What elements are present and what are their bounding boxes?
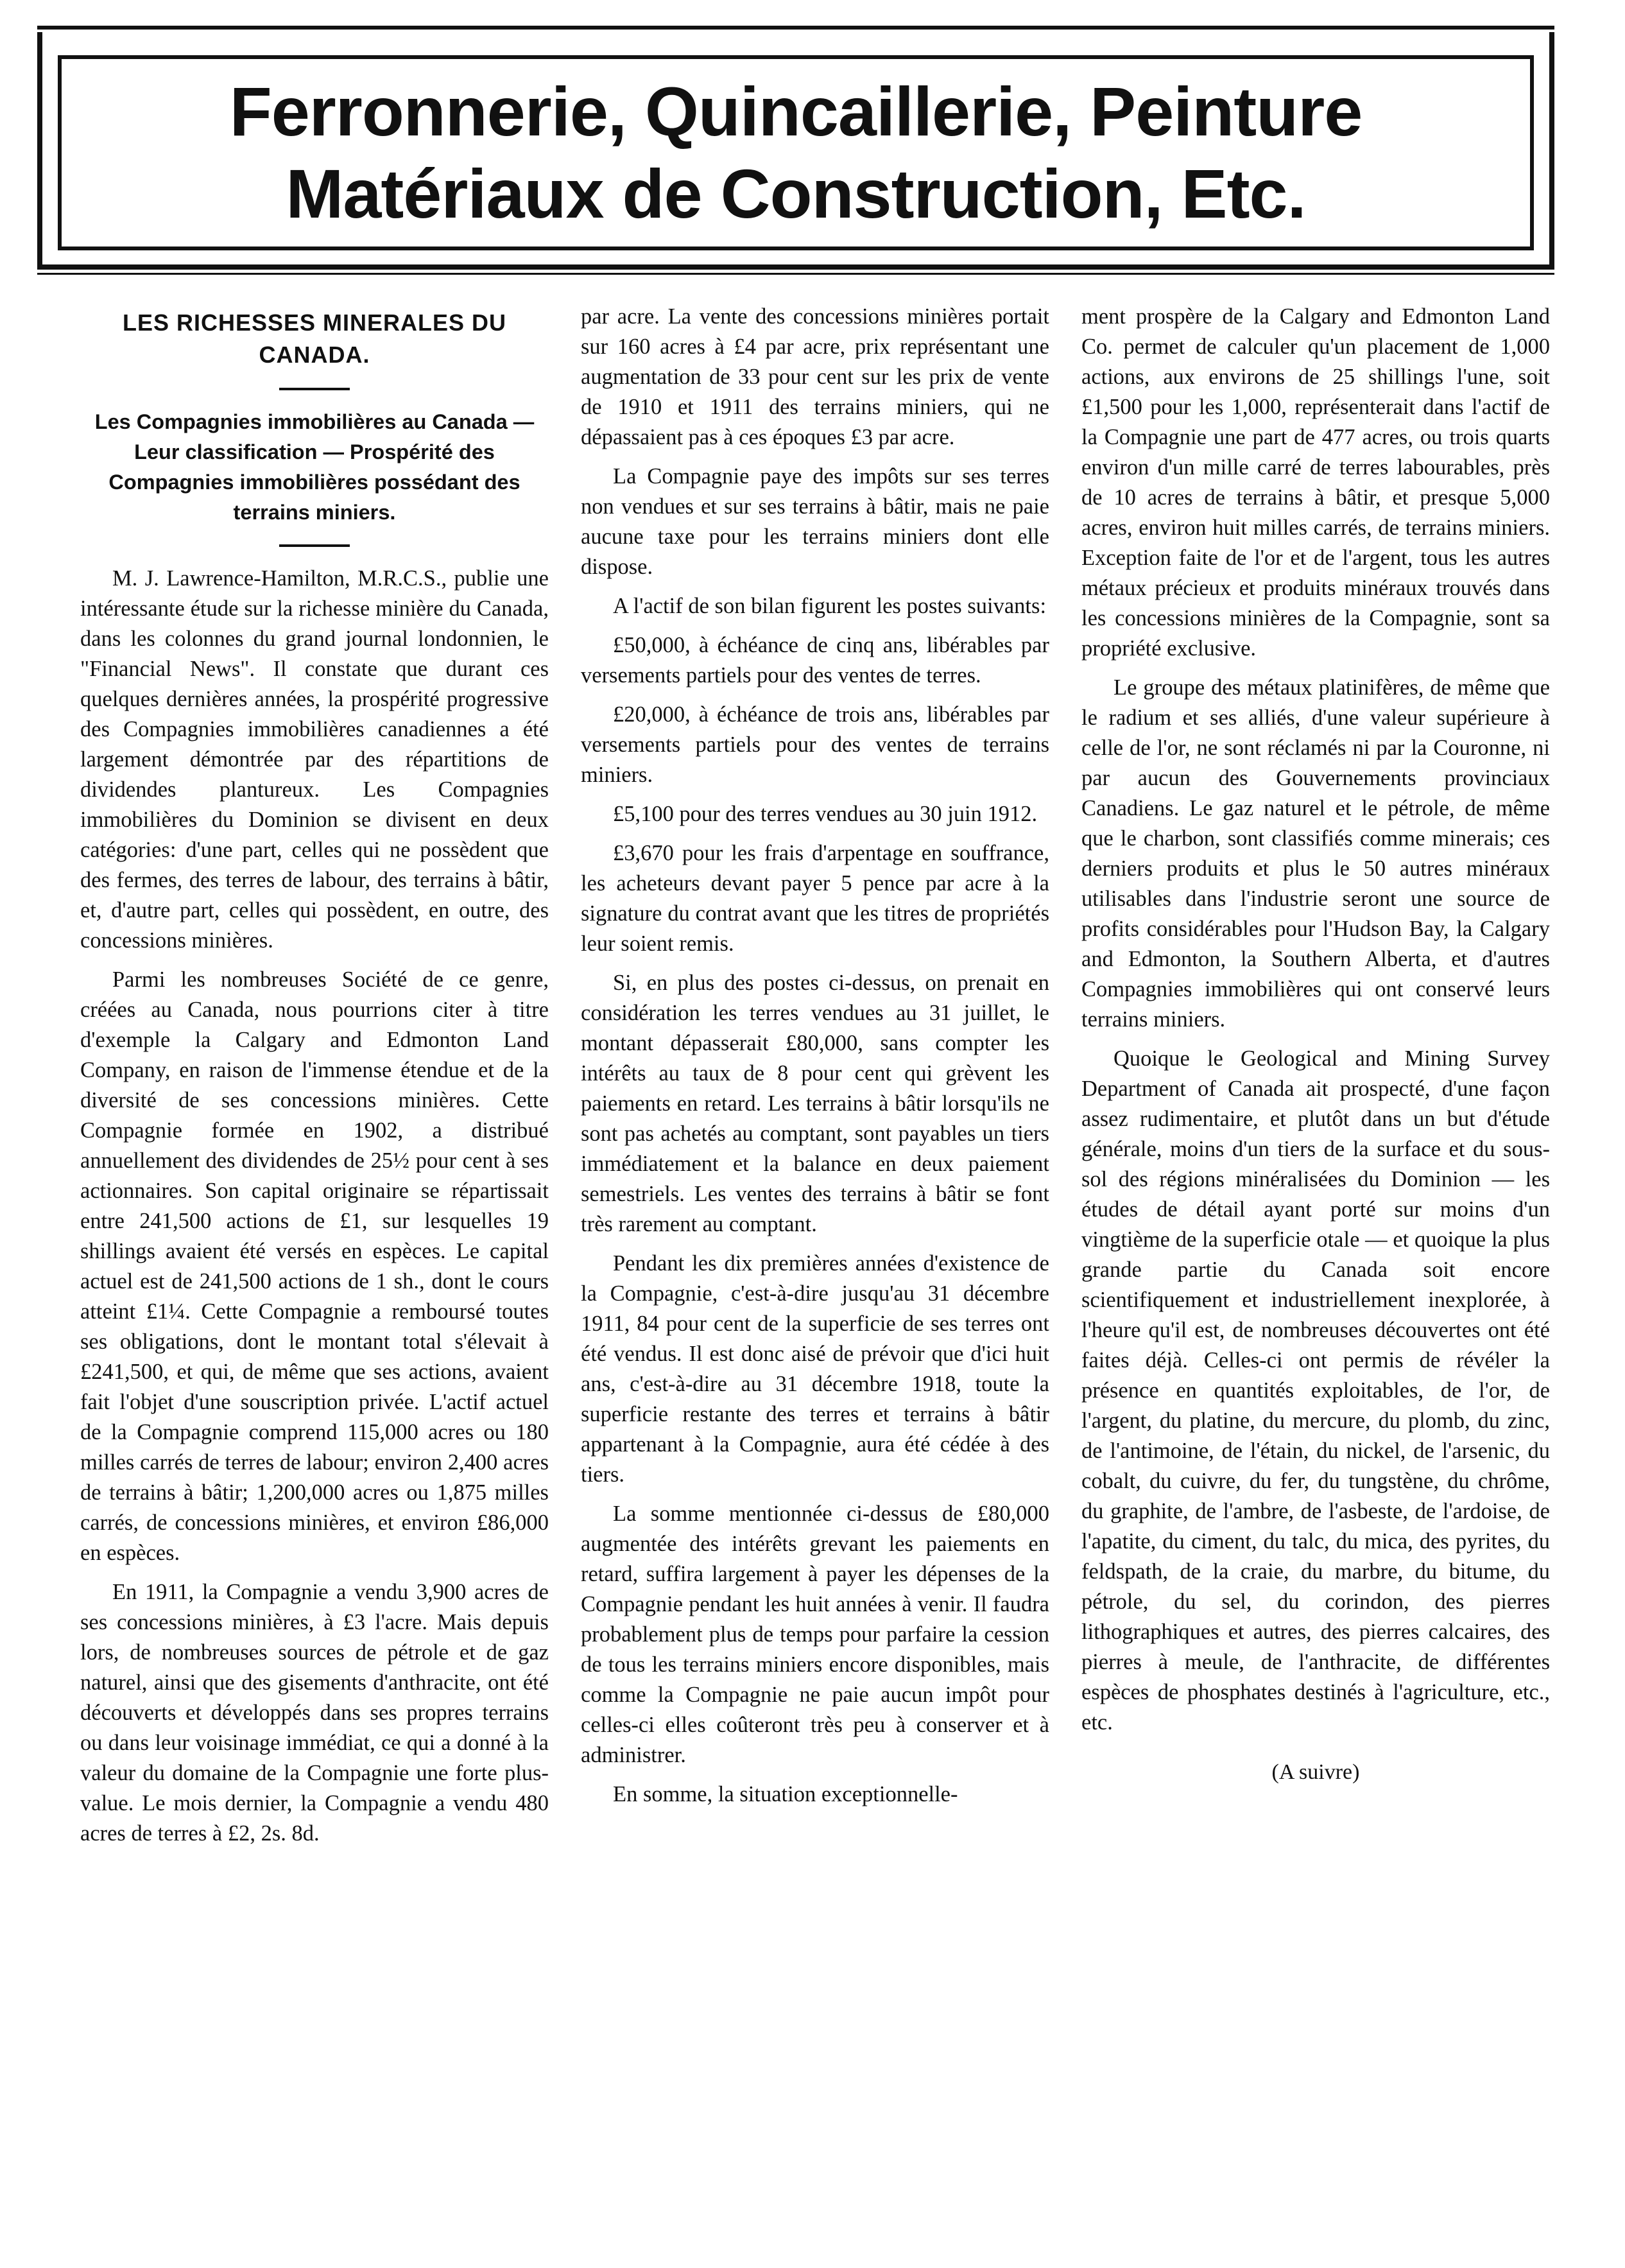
continuation-note: (A suivre) xyxy=(1271,1760,1360,1784)
paragraph: £5,100 pour des terres vendues au 30 juin 1912. xyxy=(613,802,1038,826)
paragraph: La Compagnie paye des impôts sur ses terres non vendues et sur ses terrains à bâtir, mais ne paie aucune taxe pour les terrains miniers dont elle dispose. xyxy=(581,464,1049,579)
paragraph: Pendant les dix premières années d'existence de la Compagnie, c'est-à-dire jusqu'au 31 décembre 1911, 84 pour cent de la superficie de ses terres ont été vendus. Il est donc aisé de prévoir que d'ici huit ans, c'est-à-dire au 31 décembre 1918, toute la superficie restante des terres et terrains à bâtir appartenant à la Compagnie, aura été cédée à des tiers. xyxy=(581,1251,1049,1487)
header-title-line-1: Ferronnerie, Quincaillerie, Peinture xyxy=(229,73,1363,150)
paragraph: En somme, la situation exceptionnelle- xyxy=(613,1782,958,1806)
column-1 xyxy=(80,302,549,1858)
column-2 xyxy=(581,302,1049,1819)
header-bottom-rule-2 xyxy=(37,273,1554,275)
paragraph: par acre. La vente des concessions minières portait sur 160 acres à £4 par acre, prix représentant une augmentation de 33 pour cent sur les prix de vente de 1910 et 1911 des terrains miniers, qui ne dépassaient pas à ces époques £3 par acre. xyxy=(581,304,1049,449)
paragraph: £3,670 pour les frais d'arpentage en souffrance, les acheteurs devant payer 5 pence par acre à la signature du contrat avant que les titres de propriétés leur soient remis. xyxy=(581,841,1049,956)
paragraph: £20,000, à échéance de trois ans, libérables par versements partiels pour des ventes de terrains miniers. xyxy=(581,702,1049,787)
paragraph: Parmi les nombreuses Société de ce genre, créées au Canada, nous pourrions citer à titre d'exemple la Calgary and Edmonton Land Company, en raison de l'immense étendue et de la diversité de ses concessions minières. Cette Compagnie formée en 1902, a distribué annuellement des dividendes de 25½ pour cent à ses actionnaires. Son capital originaire se répartissait entre 241,500 actions de £1, sur lesquelles 19 shillings avaient été versés en espèces. Le capital actuel est de 241,500 actions de 1 sh., dont le cours atteint £1¼. Cette Compagnie a remboursé toutes ses obligations, dont le montant total s'élevait à £241,500, et qui, de même que ses actions, avaient fait l'objet d'une souscription privée. L'actif actuel de la Compagnie comprend 115,000 acres ou 180 milles carrés de terres de labour; environ 2,400 acres de terrains à bâtir; 1,200,000 acres ou 1,875 milles carrés, de concessions minières, et environ £86,000 en espèces. xyxy=(80,967,549,1565)
paragraph: Si, en plus des postes ci-dessus, on prenait en considération les terres vendues au 31 juillet, le montant dépasserait £80,000, sans compter les intérêts au taux de 8 pour cent qui grèvent les paiements en retard. Les terrains à bâtir lorsqu'ils ne sont pas achetés au comptant, sont payables un tiers immédiatement et la balance en deux paiement semestriels. Les ventes des terrains à bâtir se font très rarement au comptant. xyxy=(581,971,1049,1236)
paragraph: M. J. Lawrence-Hamilton, M.R.C.S., publie une intéressante étude sur la richesse minière du Canada, dans les colonnes du grand journal londonnien, le "Financial News". Il constate que durant ces quelques dernières années, la prospérité progressive des Compagnies immobilières canadiennes a été largement démontrée par des répartitions de dividendes plantureux. Les Compagnies immobilières du Dominion se divisent en deux catégories: d'une part, celles qui ne possèdent que des fermes, des terres de labour, des terrains à bâtir, et, d'autre part, celles qui possèdent, en outre, des concessions minières. xyxy=(80,566,549,953)
paragraph: La somme mentionnée ci-dessus de £80,000 augmentée des intérêts grevant les paiements en retard, suffira largement à payer les dépenses de la Compagnie pendant les huit années à venir. Il faudra probablement plus de temps pour parfaire la cession de tous les terrains miniers encore disponibles, mais comme la Compagnie ne paie aucun impôt pour celles-ci elles coûteront très peu à conserver et à administrer. xyxy=(581,1502,1049,1767)
paragraph: A l'actif de son bilan figurent les postes suivants: xyxy=(613,594,1047,618)
column-3 xyxy=(1081,302,1550,1787)
paragraph: Quoique le Geological and Mining Survey Department of Canada ait prospecté, d'une façon assez rudimentaire, et plutôt dans un but d'étude générale, moins d'un tiers de la surface et du sous-sol des régions minéralisées du Dominion — les études de détail ayant porté sur moins d'un vingtième de la superficie otale — et quoique la plus grande partie du Canada soit encore scientifiquement et industriellement inexplorée, à l'heure qu'il est, de nombreuses découvertes ont été faites déjà. Celles-ci ont permis de révéler la présence en quantités exploitables, de l'or, de l'argent, du platine, du mercure, du plomb, du zinc, de l'antimoine, de l'étain, du nickel, de l'arsenic, du cobalt, du cuivre, du fer, du tungstène, du chrôme, du graphite, de l'ambre, de l'asbeste, de l'ardoise, de l'apatite, du ciment, du talc, du mica, des pyrites, du feldspath, de la craie, du marbre, du bitume, du pétrole, du sel, du corindon, des pierres lithographiques et autres, des pierres calcaires, des pierres à meule, de l'anthracite, de différentes espèces de phosphates destinés à l'agriculture, etc., etc. xyxy=(1081,1046,1550,1735)
title-divider xyxy=(279,388,350,390)
article-subtitle: Les Compagnies immobilières au Canada — Leur classification — Prospérité des Compagnies immobilières possédant des terrains miniers. xyxy=(94,410,535,524)
subtitle-divider xyxy=(279,544,350,547)
article-title: LES RICHESSES MINERALES DU CANADA. xyxy=(122,309,507,368)
paragraph: Le groupe des métaux platinifères, de même que le radium et ses alliés, d'une valeur supérieure à celle de l'or, ne sont réclamés ni par la Couronne, ni par aucun des Gouvernements provinciaux Canadiens. Le gaz naturel et le pétrole, de même que le charbon, sont classifiés comme minerais; ces derniers produits et plus le 50 autres minéraux utilisables dans l'industrie seront une source de profits considérables pour l'Hudson Bay, la Calgary and Edmonton, la Southern Alberta, et d'autres Compagnies immobilières qui ont conservé leurs terrains miniers. xyxy=(1081,675,1550,1032)
paragraph: £50,000, à échéance de cinq ans, libérables par versements partiels pour des ventes de terres. xyxy=(581,633,1049,688)
top-border-rule xyxy=(37,26,1554,30)
header-bottom-rule-1 xyxy=(37,264,1554,268)
header-title-line-2: Matériaux de Construction, Etc. xyxy=(286,155,1306,232)
paragraph: ment prospère de la Calgary and Edmonton Land Co. permet de calculer qu'un placement de 1,000 actions, aux environs de 25 shillings l'une, soit £1,500 pour les 1,000, représenterait dans l'actif de la Compagnie une part de 477 acres, ou trois quarts environ d'un mille carré de terres labourables, près de 10 acres de terrains à bâtir, et presque 5,000 acres, environ huit milles carrés, de terrains miniers. Exception faite de l'or et de l'argent, tous les autres métaux précieux et produits minéraux trouvés dans les concessions minières de la Compagnie, sont sa propriété exclusive. xyxy=(1081,304,1550,661)
header-banner xyxy=(58,55,1534,250)
paragraph: En 1911, la Compagnie a vendu 3,900 acres de ses concessions minières, à £3 l'acre. Mais depuis lors, de nombreuses sources de pétrole et de gaz naturel, ainsi que des gisements d'anthracite, ont été découverts et développés dans ses propres terrains ou dans leur voisinage immédiat, ce qui a donné à la valeur du domaine de la Compagnie une forte plus-value. Le mois dernier, la Compagnie a vendu 480 acres de terres à £2, 2s. 8d. xyxy=(80,1580,549,1846)
